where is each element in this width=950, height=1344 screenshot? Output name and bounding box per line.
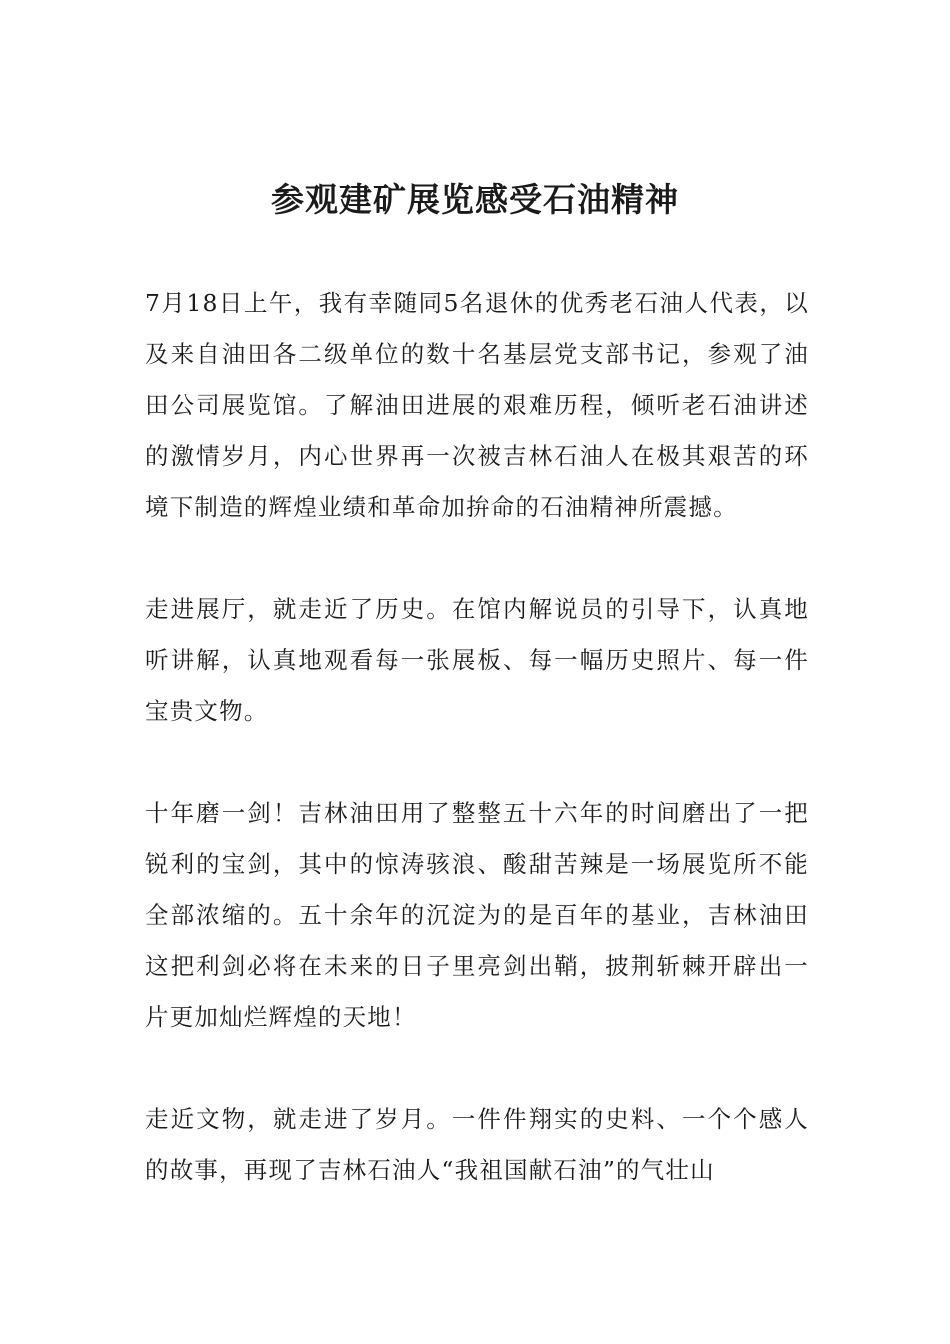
- paragraph-3: 十年磨一剑！吉林油田用了整整五十六年的时间磨出了一把锐利的宝剑，其中的惊涛骇浪、酸甜苦辣是一场展览所不能全部浓缩的。五十余年的沉淀为的是百年的基业，吉林油田这把利剑必将在未来的日子里亮剑出鞘，披荆斩棘开辟出一片更加灿烂辉煌的天地！: [145, 799, 809, 1031]
- paragraph-1: 7月18日上午，我有幸随同5名退休的优秀老石油人代表，以及来自油田各二级单位的数十名基层党支部书记，参观了油田公司展览馆。了解油田进展的艰难历程，倾听老石油讲述的激情岁月，内心世界再一次被吉林石油人在极其艰苦的环境下制造的辉煌业绩和革命加拚命的石油精神所震撼。: [145, 289, 809, 521]
- paragraph-4: 走近文物，就走进了岁月。一件件翔实的史料、一个个感人的故事，再现了吉林石油人“我祖国献石油”的气壮山: [145, 1105, 809, 1184]
- document-body: [145, 278, 809, 1247]
- paragraph-2: 走进展厅，就走近了历史。在馆内解说员的引导下，认真地听讲解，认真地观看每一张展板、每一幅历史照片、每一件宝贵文物。: [145, 595, 809, 725]
- document-title: 参观建矿展览感受石油精神: [271, 180, 679, 219]
